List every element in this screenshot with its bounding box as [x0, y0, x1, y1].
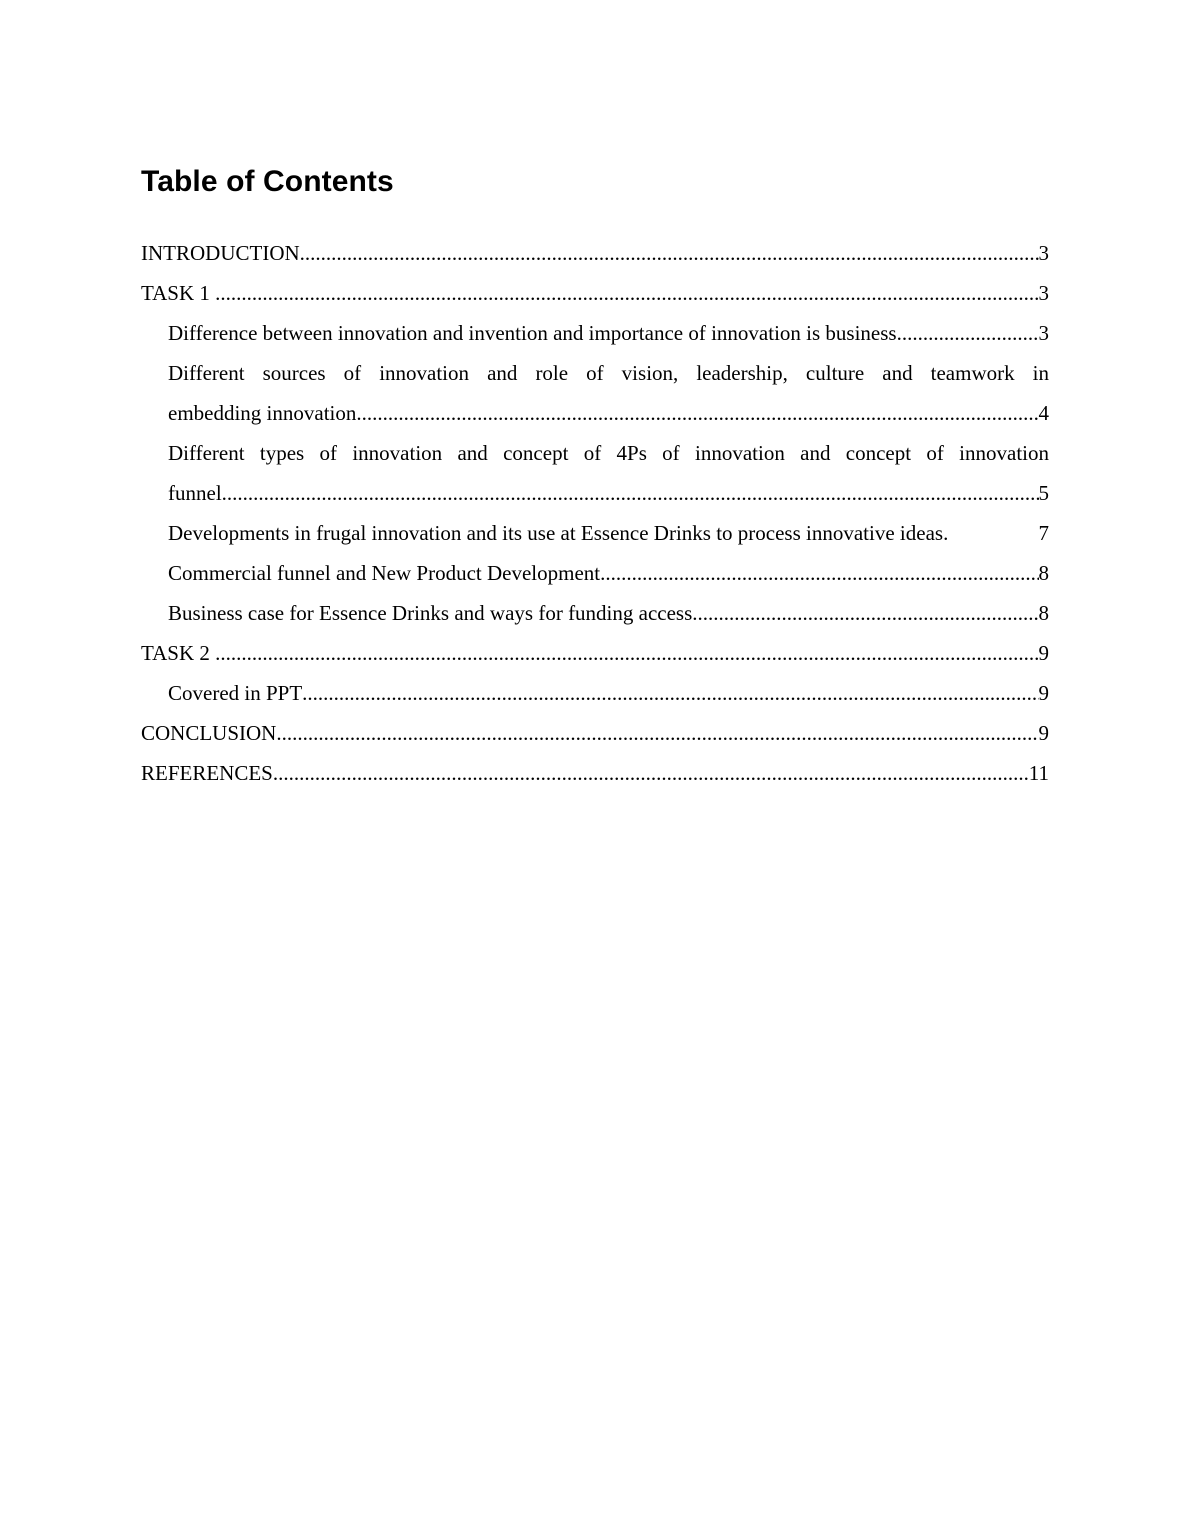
toc-entry-covered-in-ppt[interactable]: [141, 673, 1049, 713]
toc-dot-leader: [897, 313, 1039, 353]
toc-entry-label-line-2: funnel: [168, 481, 222, 505]
toc-page-number: 3: [1038, 321, 1049, 345]
toc-page-number: 3: [1038, 281, 1049, 305]
toc-title: Table of Contents: [141, 165, 394, 198]
toc-entry-label: REFERENCES: [141, 761, 273, 785]
toc-page-number: 9: [1038, 721, 1049, 745]
toc-entry-references[interactable]: [141, 753, 1049, 793]
toc-entry-label-line-1: Different sources of innovation and role of vision, leadership, culture and teamwork in: [168, 361, 1049, 385]
toc-dot-leader: [300, 233, 1039, 273]
toc-entry-innovation-vs-invention[interactable]: [141, 313, 1049, 353]
toc-entry-label: CONCLUSION: [141, 721, 277, 745]
toc-entry-label: TASK 2: [141, 641, 216, 665]
toc-entry-label-line-1: Different types of innovation and concept of 4Ps of innovation and concept of innovation: [168, 441, 1049, 465]
toc-page-number: 3: [1038, 241, 1049, 265]
toc-dot-leader: [276, 713, 1038, 753]
toc-entry-label: TASK 1: [141, 281, 216, 305]
toc-dot-leader: [273, 753, 1029, 793]
toc-dot-leader: [302, 673, 1038, 713]
toc-entry-conclusion[interactable]: [141, 713, 1049, 753]
toc-page-number: 8: [1038, 601, 1049, 625]
toc-dot-leader: [222, 473, 1039, 513]
toc-entry-label: Covered in PPT: [168, 681, 303, 705]
toc-entry-label: Developments in frugal innovation and its use at Essence Drinks to process innovative ideas.: [168, 521, 949, 545]
toc-page-number: 5: [1038, 481, 1049, 505]
toc-dot-leader: [215, 633, 1038, 673]
toc-entry-frugal-innovation[interactable]: [141, 513, 1049, 553]
toc-entry-types-of-innovation[interactable]: [141, 433, 1049, 513]
toc-entry-commercial-funnel[interactable]: [141, 553, 1049, 593]
toc-page-number: 7: [1038, 521, 1049, 545]
toc-entry-task-2[interactable]: [141, 633, 1049, 673]
toc-entry-introduction[interactable]: [141, 233, 1049, 273]
toc-entry-label: Difference between innovation and invention and importance of innovation is business: [168, 321, 897, 345]
toc-dot-leader: [356, 393, 1038, 433]
toc-page-number: 9: [1038, 641, 1049, 665]
toc-page-number: 11: [1028, 761, 1049, 785]
toc-entry-label: Business case for Essence Drinks and ways for funding access: [168, 601, 693, 625]
toc-page-number: 4: [1038, 401, 1049, 425]
table-of-contents: [141, 160, 1049, 793]
toc-entry-label: Commercial funnel and New Product Development: [168, 561, 601, 585]
toc-entry-label-line-2: embedding innovation: [168, 401, 357, 425]
toc-entry-business-case[interactable]: [141, 593, 1049, 633]
toc-page-number: 9: [1038, 681, 1049, 705]
toc-dot-leader: [215, 273, 1038, 313]
toc-dot-leader: [600, 553, 1038, 593]
toc-entry-sources-of-innovation[interactable]: [141, 353, 1049, 433]
toc-entry-label: INTRODUCTION: [141, 241, 300, 265]
toc-dot-leader: [692, 593, 1038, 633]
toc-entry-task-1[interactable]: [141, 273, 1049, 313]
toc-page-number: 8: [1038, 561, 1049, 585]
